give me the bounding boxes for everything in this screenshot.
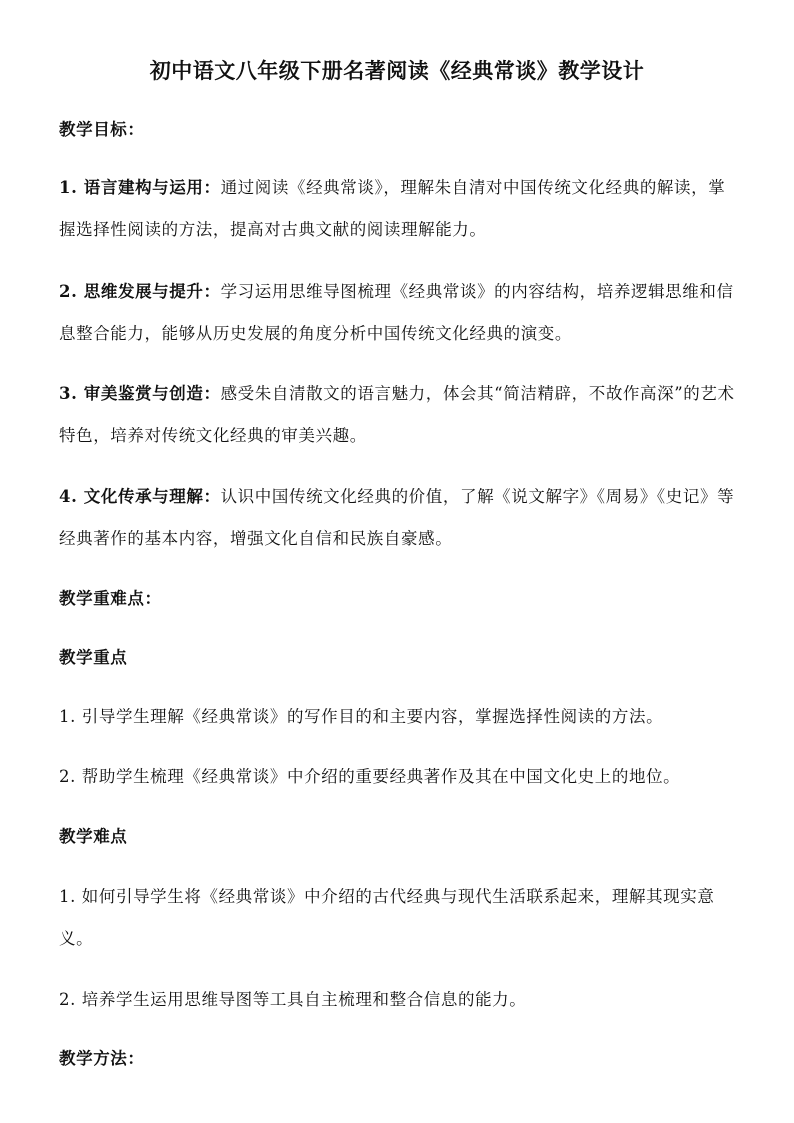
objective-item-2 — [59, 271, 739, 355]
objective-text: 感受朱自清散文的语言魅力，体会其“简洁精辟，不故作高深”的艺术特色，培养对传统文化经典的审美兴趣。 — [59, 384, 735, 445]
objective-text: 通过阅读《经典常谈》，理解朱自清对中国传统文化经典的解读，掌握选择性阅读的方法，提高对古典文献的阅读理解能力。 — [59, 178, 726, 239]
objective-label: 1. 语言建构与运用： — [59, 178, 221, 197]
document-title: 初中语文八年级下册名著阅读《经典常谈》教学设计 — [149, 58, 645, 83]
objective-label: 4. 文化传承与理解： — [59, 487, 221, 506]
objective-label: 2. 思维发展与提升： — [59, 282, 221, 301]
key-difficult-heading: 教学重难点： — [59, 589, 162, 608]
key-point-item-1: 1. 引导学生理解《经典常谈》的写作目的和主要内容，掌握选择性阅读的方法。 — [59, 707, 664, 726]
objective-text: 认识中国传统文化经典的价值，了解《说文解字》《周易》《史记》等经典著作的基本内容，增强文化自信和民族自豪感。 — [59, 487, 735, 548]
difficult-point-item-2: 2. 培养学生运用思维导图等工具自主梳理和整合信息的能力。 — [59, 990, 527, 1009]
difficult-points-heading: 教学难点 — [59, 827, 128, 846]
difficult-point-item-1: 1. 如何引导学生将《经典常谈》中介绍的古代经典与现代生活联系起来，理解其现实意义。 — [59, 887, 715, 948]
objective-item-3 — [59, 373, 739, 457]
key-points-heading: 教学重点 — [59, 648, 128, 667]
objective-item-1 — [59, 167, 739, 251]
objective-text: 学习运用思维导图梳理《经典常谈》的内容结构，培养逻辑思维和信息整合能力，能够从历史发展的角度分析中国传统文化经典的演变。 — [59, 282, 734, 343]
objective-item-4 — [59, 476, 739, 560]
methods-heading: 教学方法： — [59, 1049, 145, 1068]
objective-label: 3. 审美鉴赏与创造： — [59, 384, 221, 403]
objectives-heading: 教学目标： — [59, 120, 145, 139]
key-point-item-2: 2. 帮助学生梳理《经典常谈》中介绍的重要经典著作及其在中国文化史上的地位。 — [59, 767, 681, 786]
